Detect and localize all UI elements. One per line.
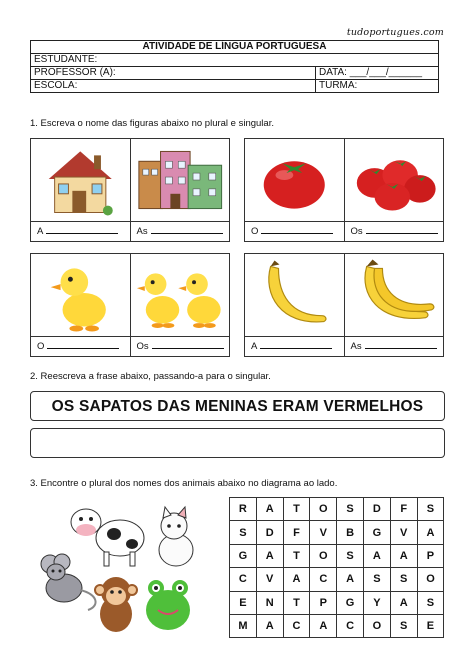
animals-illustration <box>28 498 208 643</box>
picture-cell-singular <box>31 139 130 241</box>
grid-cell[interactable]: V <box>310 521 337 544</box>
grid-row <box>230 568 444 591</box>
ducks-icon <box>131 254 230 336</box>
cat-icon <box>159 507 193 566</box>
header-table <box>30 40 439 93</box>
grid-cell[interactable]: B <box>337 521 364 544</box>
grid-row <box>230 498 444 521</box>
article-label: A <box>251 341 258 352</box>
grid-cell[interactable]: S <box>363 568 390 591</box>
student-field[interactable]: ESTUDANTE: <box>31 54 439 67</box>
grid-cell[interactable]: S <box>417 591 444 614</box>
grid-cell[interactable]: A <box>256 544 283 567</box>
grid-cell[interactable]: A <box>310 614 337 637</box>
picture-group-house <box>30 138 230 242</box>
grid-cell[interactable]: A <box>256 614 283 637</box>
houses-icon <box>131 139 230 221</box>
sentence-box: OS SAPATOS DAS MENINAS ERAM VERMELHOS <box>30 391 445 421</box>
answer-line-singular[interactable] <box>31 336 130 356</box>
grid-cell[interactable]: N <box>256 591 283 614</box>
picture-group-duck <box>30 253 230 357</box>
grid-cell[interactable]: A <box>390 544 417 567</box>
article-label: As <box>136 226 148 237</box>
picture-cell-plural <box>344 254 444 356</box>
duck-icon <box>31 254 130 336</box>
grid-cell[interactable]: A <box>363 544 390 567</box>
article-label: A <box>37 226 44 237</box>
article-label: O <box>251 226 259 237</box>
grid-cell[interactable]: F <box>390 498 417 521</box>
question-3: 3. Encontre o plural dos nomes dos animais abaixo no diagrama ao lado. <box>30 478 338 489</box>
grid-cell[interactable]: V <box>390 521 417 544</box>
answer-line-plural[interactable] <box>345 336 444 356</box>
school-field[interactable]: ESCOLA: <box>31 80 316 93</box>
article-label: Os <box>350 226 363 237</box>
monkey-icon <box>95 577 137 632</box>
grid-cell[interactable]: S <box>337 498 364 521</box>
grid-cell[interactable]: C <box>283 614 310 637</box>
grid-row <box>230 521 444 544</box>
tomatoes-icon <box>345 139 444 221</box>
article-label: As <box>350 341 362 352</box>
grid-cell[interactable]: A <box>417 521 444 544</box>
grid-cell[interactable]: P <box>310 591 337 614</box>
grid-cell[interactable]: E <box>417 614 444 637</box>
article-label: Os <box>136 341 149 352</box>
picture-cell-plural <box>130 254 230 356</box>
grid-cell[interactable]: T <box>283 591 310 614</box>
grid-cell[interactable]: G <box>337 591 364 614</box>
grid-cell[interactable]: S <box>230 521 257 544</box>
article-label: O <box>37 341 45 352</box>
grid-cell[interactable]: A <box>283 568 310 591</box>
grid-cell[interactable]: D <box>363 498 390 521</box>
grid-cell[interactable]: O <box>417 568 444 591</box>
grid-cell[interactable]: Y <box>363 591 390 614</box>
picture-cell-singular <box>245 254 344 356</box>
picture-group-banana <box>244 253 444 357</box>
worksheet-title: ATIVIDADE DE LÍNGUA PORTUGUESA <box>31 41 439 54</box>
word-search-grid <box>229 497 444 638</box>
banana-icon <box>245 254 344 336</box>
grid-cell[interactable]: S <box>390 614 417 637</box>
grid-cell[interactable]: A <box>337 568 364 591</box>
grid-cell[interactable]: M <box>230 614 257 637</box>
grid-cell[interactable]: R <box>230 498 257 521</box>
picture-cell-singular <box>245 139 344 241</box>
cow-icon <box>71 509 144 566</box>
picture-cell-plural <box>130 139 230 241</box>
answer-line-singular[interactable] <box>245 221 344 241</box>
grid-cell[interactable]: A <box>390 591 417 614</box>
grid-row <box>230 614 444 637</box>
teacher-field[interactable]: PROFESSOR (A): <box>31 67 316 80</box>
answer-line-plural[interactable] <box>345 221 444 241</box>
grid-cell[interactable]: G <box>363 521 390 544</box>
grid-cell[interactable]: G <box>230 544 257 567</box>
mouse-icon <box>41 554 96 610</box>
question-1: 1. Escreva o nome das figuras abaixo no plural e singular. <box>30 118 274 129</box>
grid-cell[interactable]: C <box>310 568 337 591</box>
grid-row <box>230 591 444 614</box>
bananas-icon <box>345 254 444 336</box>
grid-cell[interactable]: C <box>337 614 364 637</box>
picture-cell-plural <box>344 139 444 241</box>
answer-box[interactable] <box>30 428 445 458</box>
site-watermark: tudoportugues.com <box>346 27 444 38</box>
picture-cell-singular <box>31 254 130 356</box>
grid-cell[interactable]: T <box>283 544 310 567</box>
grid-cell[interactable]: S <box>337 544 364 567</box>
picture-group-tomato <box>244 138 444 242</box>
grid-cell[interactable]: T <box>283 498 310 521</box>
tomato-icon <box>245 139 344 221</box>
answer-line-singular[interactable] <box>245 336 344 356</box>
grid-cell[interactable]: D <box>256 521 283 544</box>
grid-cell[interactable]: S <box>390 568 417 591</box>
grid-cell[interactable]: P <box>417 544 444 567</box>
answer-line-singular[interactable] <box>31 221 130 241</box>
grid-cell[interactable]: F <box>283 521 310 544</box>
answer-line-plural[interactable] <box>131 221 230 241</box>
grid-cell[interactable]: A <box>256 498 283 521</box>
grid-row <box>230 544 444 567</box>
house-icon <box>31 139 130 221</box>
grid-cell[interactable]: O <box>363 614 390 637</box>
grid-cell[interactable]: O <box>310 544 337 567</box>
grid-cell[interactable]: S <box>417 498 444 521</box>
frog-icon <box>146 580 190 630</box>
question-2: 2. Reescreva a frase abaixo, passando-a para o singular. <box>30 371 271 382</box>
grid-cell[interactable]: E <box>230 591 257 614</box>
grid-cell[interactable]: C <box>230 568 257 591</box>
answer-line-plural[interactable] <box>131 336 230 356</box>
grid-cell[interactable]: O <box>310 498 337 521</box>
grid-cell[interactable]: V <box>256 568 283 591</box>
date-field[interactable]: DATA: ___/___/______ <box>316 67 439 80</box>
class-field[interactable]: TURMA: <box>316 80 439 93</box>
